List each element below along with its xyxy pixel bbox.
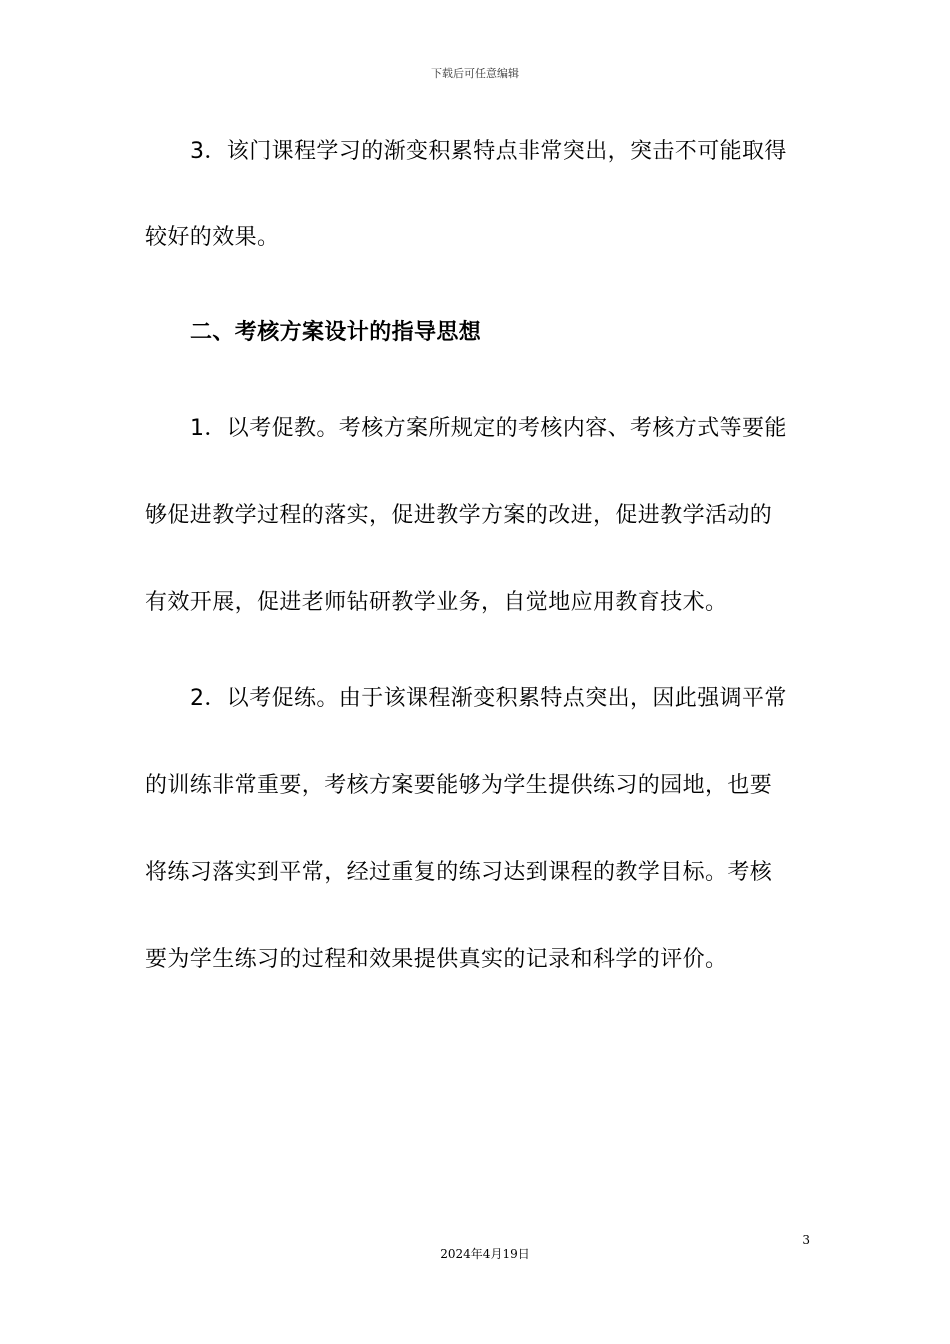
paragraph-line: 较好的效果。 — [145, 225, 280, 250]
section-heading: 二、考核方案设计的指导思想 — [190, 320, 482, 345]
page-header: 下载后可任意编辑 — [431, 67, 519, 80]
paragraph-line: 3．该门课程学习的渐变积累特点非常突出，突击不可能取得 — [190, 139, 787, 164]
paragraph-line: 要为学生练习的过程和效果提供真实的记录和科学的评价。 — [145, 947, 728, 972]
paragraph-line: 有效开展，促进老师钻研教学业务，自觉地应用教育技术。 — [145, 590, 728, 615]
footer-date: 2024年4月19日 — [440, 1247, 530, 1261]
paragraph-line: 1．以考促教。考核方案所规定的考核内容、考核方式等要能 — [190, 416, 787, 441]
paragraph-line: 的训练非常重要，考核方案要能够为学生提供练习的园地，也要 — [145, 773, 773, 798]
paragraph-line: 2．以考促练。由于该课程渐变积累特点突出，因此强调平常 — [190, 686, 787, 711]
paragraph-line: 将练习落实到平常，经过重复的练习达到课程的教学目标。考核 — [145, 860, 773, 885]
page-number: 3 — [802, 1233, 810, 1247]
paragraph-line: 够促进教学过程的落实，促进教学方案的改进，促进教学活动的 — [145, 503, 773, 528]
